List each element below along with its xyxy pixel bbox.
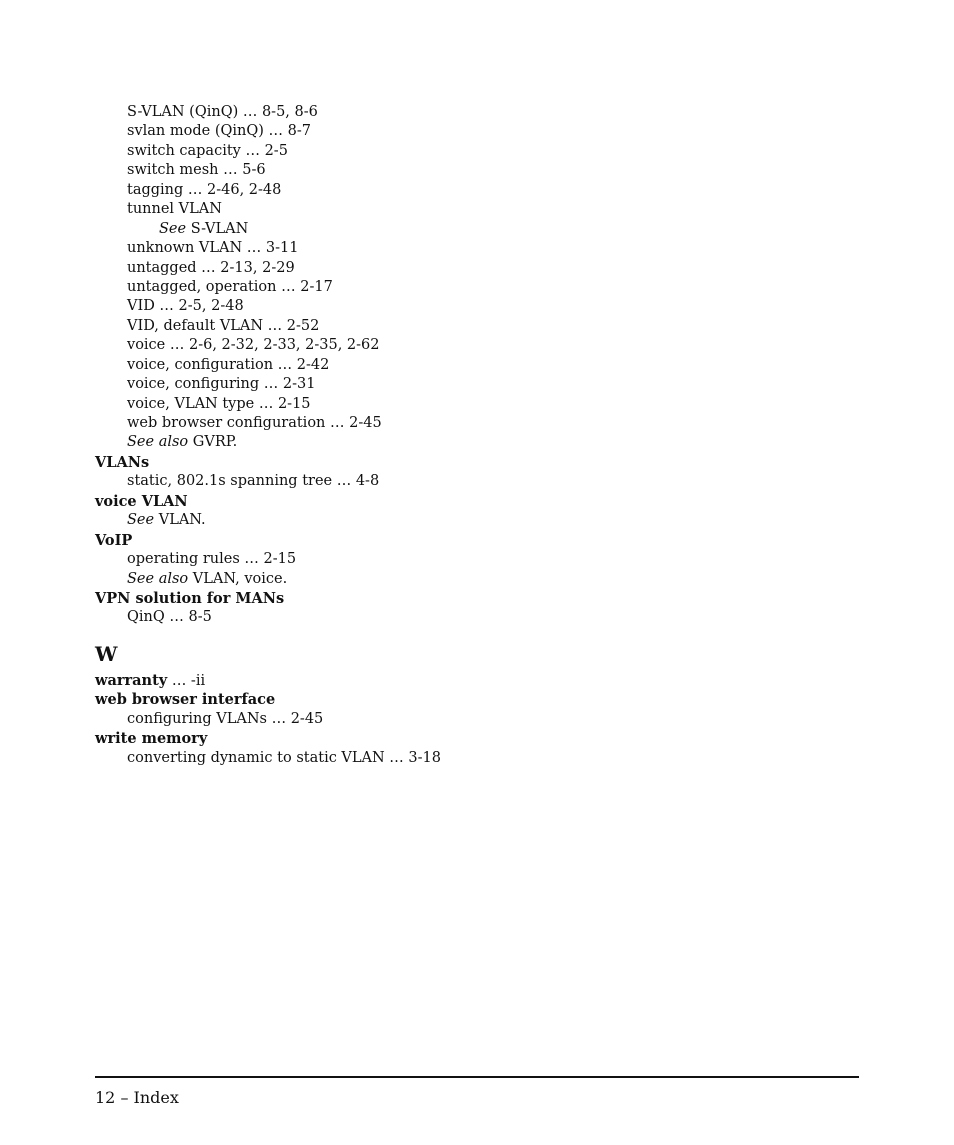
cross-reference-target: S-VLAN [186, 220, 249, 237]
index-sub-entry: tagging … 2-46, 2-48 [127, 181, 282, 198]
index-sub-entry: svlan mode (QinQ) … 8-7 [127, 123, 311, 140]
index-sub-entry: tunnel VLAN [127, 201, 222, 218]
index-term: warranty [95, 671, 168, 689]
index-sub-entry: converting dynamic to static VLAN … 3-18 [127, 749, 441, 766]
see-label: See [159, 220, 187, 237]
index-sub-entry: voice, configuring … 2-31 [127, 376, 316, 393]
index-sub-entry: untagged … 2-13, 2-29 [127, 259, 295, 276]
see-label: See [127, 512, 155, 529]
index-main-entry: web browser interface [95, 691, 276, 709]
index-sub-entry: VID … 2-5, 2-48 [127, 298, 244, 315]
index-sub-entry: configuring VLANs … 2-45 [127, 710, 324, 727]
index-cross-reference [95, 511, 855, 530]
index-sub-entry: voice, VLAN type … 2-15 [127, 395, 311, 412]
cross-reference-target: GVRP. [188, 434, 238, 451]
index-list [95, 103, 855, 768]
index-sub-entry: operating rules … 2-15 [127, 551, 297, 568]
index-sub-entry: unknown VLAN … 3-11 [127, 240, 299, 257]
footer-page-label: 12 – Index [95, 1088, 179, 1107]
index-page-ref: … -ii [167, 672, 206, 689]
see-label: See also [127, 570, 189, 587]
see-label: See also [127, 434, 189, 451]
index-cross-reference [95, 220, 855, 239]
cross-reference-target: VLAN, voice. [188, 570, 288, 587]
index-sub-entry: QinQ … 8-5 [127, 609, 212, 626]
index-main-entry: VLANs [95, 453, 150, 471]
footer-rule [95, 1076, 859, 1078]
cross-reference-target: VLAN. [154, 512, 206, 529]
index-sub-entry: switch mesh … 5-6 [127, 162, 266, 179]
index-sub-entry: web browser configuration … 2-45 [127, 415, 382, 431]
index-sub-entry: switch capacity … 2-5 [127, 142, 288, 159]
index-sub-entry: S-VLAN (QinQ) … 8-5, 8-6 [127, 104, 318, 120]
index-main-entry: VoIP [95, 531, 133, 549]
index-sub-entry: static, 802.1s spanning tree … 4-8 [127, 473, 380, 490]
index-main-entry [95, 671, 855, 690]
index-sub-entry: voice, configuration … 2-42 [127, 356, 330, 373]
index-main-entry: voice VLAN [95, 492, 188, 510]
index-sub-entry: voice … 2-6, 2-32, 2-33, 2-35, 2-62 [127, 337, 380, 354]
index-cross-reference [95, 570, 855, 589]
index-cross-reference [95, 433, 855, 452]
index-sub-entry: untagged, operation … 2-17 [127, 278, 333, 295]
index-main-entry: write memory [95, 730, 208, 748]
index-sub-entry: VID, default VLAN … 2-52 [127, 317, 320, 334]
section-letter: W [95, 641, 118, 666]
index-main-entry: VPN solution for MANs [95, 589, 285, 607]
